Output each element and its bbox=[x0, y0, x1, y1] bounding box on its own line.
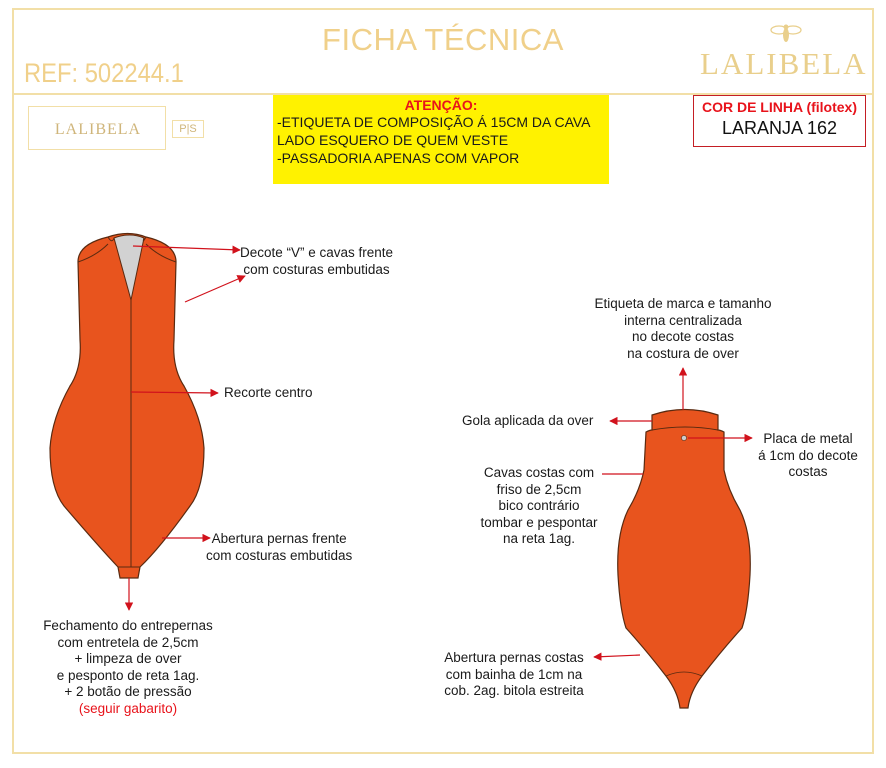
template-note: (seguir gabarito) bbox=[78, 700, 178, 716]
note-line: Etiqueta de marca e tamanho bbox=[594, 296, 772, 311]
label-brand-text: LALIBELA bbox=[54, 121, 142, 138]
note-line: bico contrário bbox=[498, 498, 580, 513]
note-line: cob. 2ag. bitola estreita bbox=[444, 683, 584, 698]
note-line: tombar e pespontar bbox=[480, 514, 598, 530]
back-armhole-note bbox=[474, 465, 604, 548]
back-metal-plate-note bbox=[752, 431, 864, 481]
back-collar-note: Gola aplicada da over bbox=[462, 413, 594, 428]
note-line: no decote costas bbox=[631, 329, 735, 344]
back-bodysuit-drawing bbox=[618, 410, 751, 709]
note-line: Decote “V” e cavas frente bbox=[240, 245, 394, 260]
note-line: Abertura pernas frente bbox=[211, 531, 347, 546]
front-neckline-note bbox=[240, 245, 393, 278]
note-line: com costuras embutidas bbox=[243, 261, 390, 277]
attention-title: ATENÇÃO: bbox=[404, 97, 478, 113]
note-line: Abertura pernas costas bbox=[444, 650, 584, 665]
front-bodysuit-drawing bbox=[50, 234, 204, 579]
note-line: + 2 botão de pressão bbox=[64, 684, 192, 699]
note-line: na costura de over bbox=[627, 345, 739, 361]
note-line: na reta 1ag. bbox=[502, 531, 576, 546]
note-line: + limpeza de over bbox=[74, 651, 182, 666]
note-line: com entretela de 2,5cm bbox=[57, 634, 199, 650]
reference-code: REF: 502244.1 bbox=[24, 58, 184, 88]
note-line: friso de 2,5cm bbox=[496, 481, 582, 497]
note-line: Cavas costas com bbox=[483, 465, 595, 480]
sheet-title: FICHA TÉCNICA bbox=[322, 22, 564, 57]
attention-line: LADO ESQUERO DE QUEM VESTE bbox=[277, 132, 509, 148]
note-line: costas bbox=[788, 464, 828, 479]
back-leg-opening-note bbox=[436, 650, 592, 700]
note-line: á 1cm do decote bbox=[758, 447, 858, 463]
back-label-note bbox=[578, 296, 788, 362]
note-line: com bainha de 1cm na bbox=[445, 666, 583, 682]
note-line: com costuras embutidas bbox=[206, 547, 353, 563]
note-line: Placa de metal bbox=[763, 431, 853, 446]
thread-color-value: LARANJA 162 bbox=[721, 118, 838, 138]
attention-line: -ETIQUETA DE COMPOSIÇÃO Á 15CM DA CAVA bbox=[277, 114, 591, 130]
note-line: interna centralizada bbox=[624, 312, 742, 328]
note-line: e pesponto de reta 1ag. bbox=[56, 667, 200, 683]
thread-color-title: COR DE LINHA (filotex) bbox=[701, 99, 858, 115]
brand-logo: LALIBELA bbox=[700, 46, 868, 81]
front-crotch-note bbox=[30, 618, 226, 717]
front-leg-opening-note bbox=[206, 531, 352, 564]
size-label: P|S bbox=[172, 120, 204, 138]
attention-line: -PASSADORIA APENAS COM VAPOR bbox=[277, 150, 520, 166]
note-line: Fechamento do entrepernas bbox=[43, 618, 213, 633]
front-center-cut-note: Recorte centro bbox=[224, 385, 313, 400]
